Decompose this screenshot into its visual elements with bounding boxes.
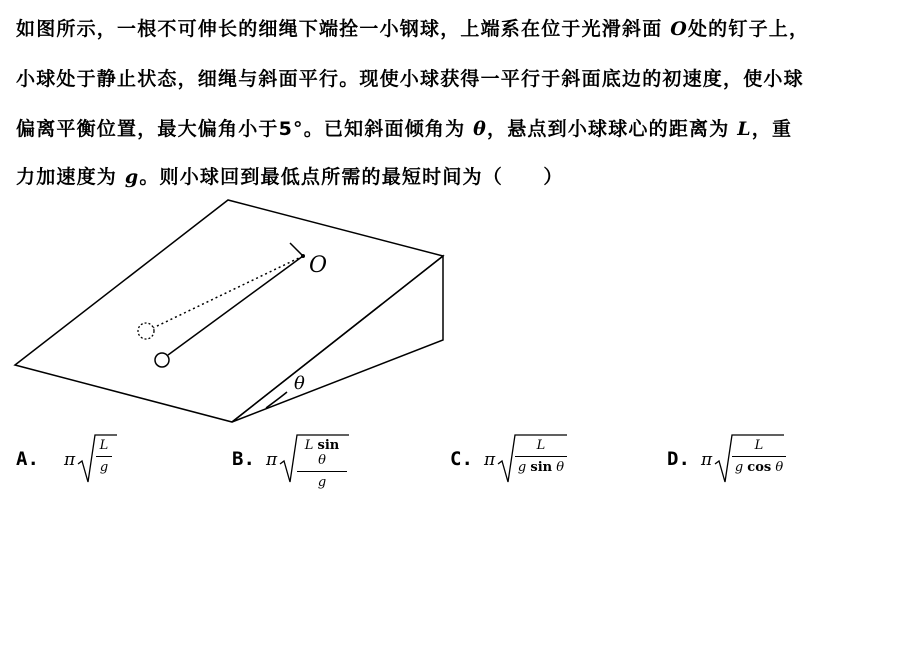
- option-letter: D.: [667, 448, 690, 470]
- option-a[interactable]: [16, 432, 136, 488]
- denominator: [515, 457, 567, 475]
- fraction: [732, 438, 786, 475]
- num-text: L: [754, 438, 764, 453]
- option-b[interactable]: [232, 432, 382, 488]
- den-text: g: [99, 460, 109, 475]
- ball-displaced: [138, 323, 154, 339]
- label-o: O: [309, 253, 328, 278]
- num-tail: θ: [318, 453, 326, 468]
- option-d[interactable]: [667, 432, 817, 488]
- num-text: L: [304, 438, 318, 453]
- fraction: [515, 438, 567, 475]
- den-fn: sin: [530, 460, 553, 475]
- den-text: g: [517, 460, 531, 475]
- numerator: [96, 438, 112, 457]
- gravity-symbol: g: [124, 166, 140, 188]
- point-o-symbol: O: [670, 18, 688, 40]
- question-line-2: 小球处于静止状态，细绳与斜面平行。现使小球获得一平行于斜面底边的初速度，使小球: [16, 68, 804, 90]
- denominator: [732, 457, 786, 475]
- angle-arc: [266, 392, 287, 408]
- option-letter: A.: [16, 448, 39, 470]
- den-tail: θ: [771, 460, 784, 475]
- question-line-4: [16, 162, 564, 189]
- den-tail: θ: [552, 460, 565, 475]
- num-text: L: [536, 438, 546, 453]
- option-letter: B.: [232, 448, 255, 470]
- ball-equilibrium: [155, 353, 169, 367]
- pi-symbol: π: [484, 450, 496, 470]
- string-equilibrium: [168, 256, 303, 355]
- denominator: [96, 457, 112, 475]
- nail: [290, 243, 303, 256]
- denominator: [297, 472, 347, 490]
- question-text: ，重: [751, 118, 793, 140]
- question-text: 。则小球回到最低点所需的最短时间为（ ）: [139, 166, 564, 188]
- numerator: [732, 438, 786, 457]
- pi-symbol: π: [701, 450, 713, 470]
- incline-side-face: [232, 256, 443, 422]
- fraction: [96, 438, 112, 475]
- numerator: [297, 438, 347, 472]
- question-text: 力加速度为: [16, 166, 125, 188]
- question-text: 如图所示，一根不可伸长的细绳下端拴一小钢球，上端系在位于光滑斜面: [16, 18, 671, 40]
- option-c[interactable]: [450, 432, 600, 488]
- pi-symbol: π: [266, 450, 278, 470]
- pi-symbol: π: [64, 450, 76, 470]
- den-text: g: [317, 475, 327, 490]
- question-text: 偏离平衡位置，最大偏角小于5°。已知斜面倾角为: [16, 118, 474, 140]
- fraction: [297, 438, 347, 490]
- label-theta: θ: [294, 373, 305, 394]
- string-displaced: [153, 256, 303, 328]
- pivot-point: [301, 254, 305, 258]
- question-text: ，悬点到小球球心的距离为: [487, 118, 738, 140]
- question-line-1: [16, 14, 809, 41]
- question-line-3: [16, 114, 792, 141]
- question-text: 处的钉子上，: [687, 18, 810, 40]
- theta-symbol: θ: [473, 118, 488, 140]
- den-text: g: [734, 460, 748, 475]
- num-fn: sin: [317, 438, 340, 453]
- inclined-plane-figure: [0, 190, 460, 430]
- num-text: L: [99, 438, 109, 453]
- length-symbol: L: [737, 118, 752, 140]
- numerator: [515, 438, 567, 457]
- den-fn: cos: [747, 460, 772, 475]
- option-letter: C.: [450, 448, 473, 470]
